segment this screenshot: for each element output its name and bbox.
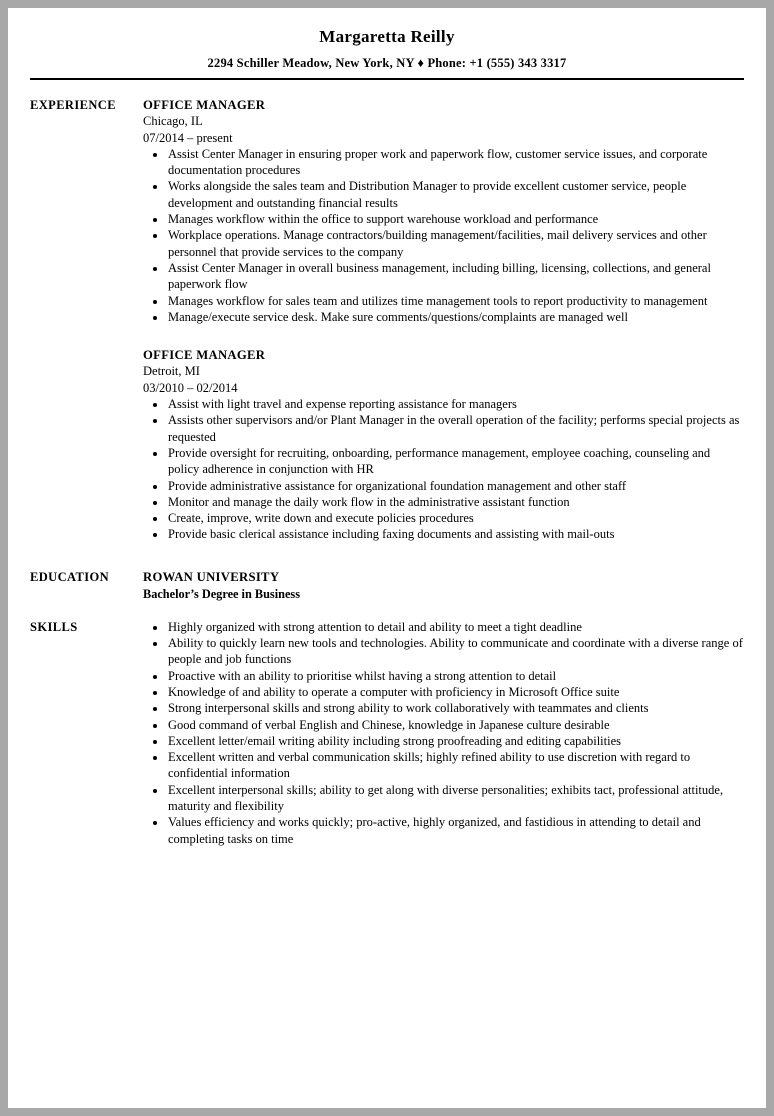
bullet-item: • Good command of verbal English and Chinese, knowledge in Japanese culture desirable bbox=[167, 717, 744, 733]
bullet-item: • Manage/execute service desk. Make sure comments/questions/complaints are managed well bbox=[167, 309, 744, 325]
header-divider bbox=[30, 78, 744, 80]
job-location: Chicago, IL bbox=[143, 114, 203, 129]
education-school: ROWAN UNIVERSITY bbox=[143, 569, 280, 584]
job-location: Detroit, MI bbox=[143, 364, 200, 379]
bullet-item: • Provide administrative assistance for organizational foundation management and other staff bbox=[167, 478, 744, 494]
candidate-name: Margaretta Reilly bbox=[319, 27, 455, 46]
job-title: OFFICE MANAGER bbox=[143, 348, 266, 363]
job-entry-2 bbox=[143, 347, 744, 543]
bullet-item: • Excellent interpersonal skills; ability to get along with diverse personalities; exhibits tact, professional attitude, maturity and flexibility bbox=[167, 782, 744, 815]
bullet-item: • Manages workflow within the office to support warehouse workload and performance bbox=[167, 211, 744, 227]
bullet-item: • Assist with light travel and expense reporting assistance for managers bbox=[167, 396, 744, 412]
section-label-skills: SKILLS bbox=[30, 619, 78, 634]
job-bullet-list bbox=[143, 396, 744, 543]
education-section bbox=[30, 569, 744, 603]
job-entry-1 bbox=[143, 97, 744, 325]
bullet-item: • Values efficiency and works quickly; pro-active, highly organized, and fastidious in attending to detail and completing tasks on time bbox=[167, 814, 744, 847]
bullet-item: • Ability to quickly learn new tools and technologies. Ability to communicate and coordinate with a diverse range of people and job functions bbox=[167, 635, 744, 668]
bullet-item: • Excellent written and verbal communication skills; highly refined ability to use discretion with regard to confidential information bbox=[167, 749, 744, 782]
section-label-education: EDUCATION bbox=[30, 569, 110, 584]
section-label-experience: EXPERIENCE bbox=[30, 98, 116, 112]
bullet-item: • Proactive with an ability to prioritise whilst having a strong attention to detail bbox=[167, 668, 744, 684]
education-content bbox=[143, 569, 744, 603]
experience-content bbox=[143, 97, 744, 543]
skills-section bbox=[30, 619, 744, 847]
job-bullet-list bbox=[143, 146, 744, 325]
skills-bullet-list bbox=[143, 619, 744, 847]
bullet-item: • Knowledge of and ability to operate a computer with proficiency in Microsoft Office suite bbox=[167, 684, 744, 700]
bullet-item: • Create, improve, write down and execute policies procedures bbox=[167, 510, 744, 526]
bullet-item: • Manages workflow for sales team and utilizes time management tools to report productivity to management bbox=[167, 293, 744, 309]
bullet-item: • Monitor and manage the daily work flow in the administrative assistant function bbox=[167, 494, 744, 510]
bullet-item: • Highly organized with strong attention to detail and ability to meet a tight deadline bbox=[167, 619, 744, 635]
bullet-item: • Workplace operations. Manage contractors/building management/facilities, mail delivery services and other personnel that provide services to the company bbox=[167, 227, 744, 260]
resume-page bbox=[8, 8, 766, 1108]
bullet-item: • Provide basic clerical assistance including faxing documents and assisting with mail-outs bbox=[167, 526, 744, 542]
contact-line: 2294 Schiller Meadow, New York, NY ♦ Phone: +1 (555) 343 3317 bbox=[207, 56, 567, 70]
job-title: OFFICE MANAGER bbox=[143, 98, 266, 112]
experience-section bbox=[30, 97, 744, 543]
bullet-item: • Provide oversight for recruiting, onboarding, performance management, employee coaching, counseling and policy adherence in conjunction with HR bbox=[167, 445, 744, 478]
bullet-item: • Assists other supervisors and/or Plant Manager in the overall operation of the facility; performs special projects as requested bbox=[167, 412, 744, 445]
bullet-item: • Assist Center Manager in ensuring proper work and paperwork flow, customer service issues, and corporate documentation procedures bbox=[167, 146, 744, 179]
bullet-item: • Assist Center Manager in overall business management, including billing, licensing, collections, and general paperwork flow bbox=[167, 260, 744, 293]
skills-content bbox=[143, 619, 744, 847]
bullet-item: • Works alongside the sales team and Distribution Manager to provide excellent customer service, people development and outstanding financial results bbox=[167, 178, 744, 211]
job-dates: 07/2014 – present bbox=[143, 130, 233, 145]
education-degree: Bachelor’s Degree in Business bbox=[143, 586, 301, 601]
resume-header bbox=[30, 27, 744, 80]
bullet-item: • Strong interpersonal skills and strong ability to work collaboratively with teammates and clients bbox=[167, 700, 744, 716]
bullet-item: • Excellent letter/email writing ability including strong proofreading and editing capabilities bbox=[167, 733, 744, 749]
job-dates: 03/2010 – 02/2014 bbox=[143, 380, 238, 395]
